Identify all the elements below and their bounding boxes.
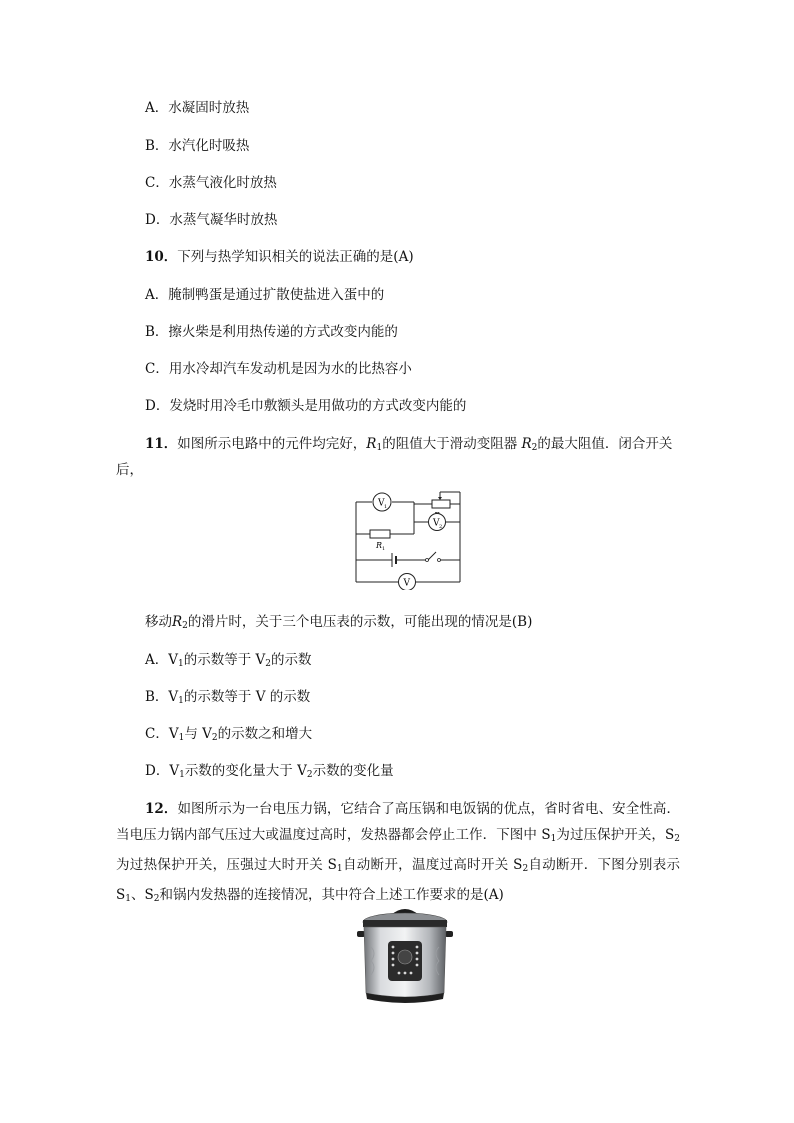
q12-s1c: 1 xyxy=(125,894,131,904)
v1-label-sub: 1 xyxy=(384,504,388,510)
q10-option-d: D．发烧时用冷毛巾敷额头是用做功的方式改变内能的 xyxy=(145,398,467,414)
r1-label-sub: 1 xyxy=(382,546,386,552)
q12-t6: 、S xyxy=(130,887,154,903)
cooker-lid-rim-icon xyxy=(363,920,447,927)
switch-contact-icon xyxy=(426,559,429,562)
q11-d-post: 示数的变化量 xyxy=(312,763,394,779)
q11-r1-sub: 1 xyxy=(376,443,383,453)
q12-s2c: 2 xyxy=(153,894,160,904)
q12-t5: 自动断开．下图分别表示 S xyxy=(116,857,681,903)
q11-d-mid: 示数的变化量大于 V xyxy=(184,763,307,779)
cooker-side-handle-icon xyxy=(357,931,365,937)
q11-follow-text xyxy=(145,612,532,636)
q9-option-a: A．水凝固时放热 xyxy=(145,100,250,116)
q11-follow-1: 移动 xyxy=(145,614,172,630)
q12-stem xyxy=(116,796,680,912)
q11-text-2: 的阻值大于滑动变阻器 xyxy=(382,436,518,452)
r2-rheostat-icon xyxy=(432,500,450,508)
q11-b-post: 的示数等于 V 的示数 xyxy=(183,689,311,705)
cooker-side-handle-icon xyxy=(445,931,453,937)
q10-option-a: A．腌制鸭蛋是通过扩散使盐进入蛋中的 xyxy=(145,287,385,303)
q10-text: 下列与热学知识相关的说法正确的是(A) xyxy=(177,249,414,265)
q10-option-b: B．擦火柴是利用热传递的方式改变内能的 xyxy=(145,324,398,340)
q11-c-mid: 与 V xyxy=(184,726,212,742)
q11-c-pre: C．V xyxy=(145,726,179,742)
q11-a-post: 的示数 xyxy=(271,652,312,668)
q11-a-sub1: 1 xyxy=(178,659,184,669)
q9-option-b: B．水汽化时吸热 xyxy=(145,138,250,154)
q12-t3: 为过热保护开关，压强过大时开关 S xyxy=(116,857,337,873)
v2-label: V xyxy=(433,518,440,529)
q11-text-3: 的最大阻值．闭合开关 xyxy=(537,436,673,452)
q11-stem xyxy=(145,434,672,458)
q11-b-pre: B．V xyxy=(145,689,179,705)
q12-t1: 如图所示为一台电压力锅，它结合了高压锅和电饭锅的优点，省时省电、安全性高．当电压力锅内部气压过大或温度过高时，发热器都会停止工作．下图中 S xyxy=(116,801,681,843)
q11-option-c xyxy=(145,724,312,748)
q11-c-post: 的示数之和增大 xyxy=(217,726,313,742)
q11-stem-line2: 后， xyxy=(116,462,143,478)
q11-c-sub1: 1 xyxy=(178,733,185,743)
q11-c-sub2: 2 xyxy=(211,733,218,743)
q10-number: 10． xyxy=(145,249,178,265)
v1-label: V xyxy=(378,498,385,509)
q11-option-a xyxy=(145,650,312,674)
q11-r1: R xyxy=(366,436,377,452)
q10-option-c: C．用水冷却汽车发动机是因为水的比热容小 xyxy=(145,361,412,377)
q11-option-b xyxy=(145,687,310,711)
q11-d-pre: D．V xyxy=(145,763,180,779)
q11-a-pre: A．V xyxy=(145,652,178,668)
q11-option-d xyxy=(145,761,394,785)
q11-b-sub1: 1 xyxy=(178,696,184,706)
v-label: V xyxy=(403,578,410,589)
q12-t4: 自动断开，温度过高时开关 S xyxy=(342,857,523,873)
r1-resistor-icon xyxy=(370,530,390,538)
q11-a-sub2: 2 xyxy=(265,659,272,669)
cooker-display-icon xyxy=(398,950,412,964)
q11-r2-sub: 2 xyxy=(531,443,538,453)
q9-option-d: D．水蒸气凝华时放热 xyxy=(145,212,278,228)
q11-d-sub2: 2 xyxy=(306,770,313,780)
q12-s1a: 1 xyxy=(550,834,557,844)
pressure-cooker-image xyxy=(355,905,455,1007)
q12-number: 12． xyxy=(145,801,178,817)
q10-stem xyxy=(145,247,414,267)
q9-option-c: C．水蒸气液化时放热 xyxy=(145,175,277,191)
q12-s2b: 2 xyxy=(522,864,529,874)
switch-contact-icon xyxy=(438,559,441,562)
circuit-diagram xyxy=(348,488,466,590)
q11-follow-r: R xyxy=(172,614,183,630)
q11-text-1: 如图所示电路中的元件均完好， xyxy=(177,436,367,452)
q11-number: 11． xyxy=(145,436,178,452)
v2-label-sub: 2 xyxy=(439,524,443,530)
q11-a-mid: 的示数等于 V xyxy=(183,652,266,668)
r1-label: R xyxy=(376,541,383,550)
q11-r2: R xyxy=(521,436,532,452)
q12-t2: 为过压保护开关，S xyxy=(556,827,675,843)
q11-d-sub1: 1 xyxy=(179,770,185,780)
q12-t7: 和锅内发热器的连接情况，其中符合上述工作要求的是(A) xyxy=(159,887,504,903)
q11-follow-2: 的滑片时，关于三个电压表的示数，可能出现的情况是(B) xyxy=(187,614,533,630)
q12-s2a: 2 xyxy=(674,834,680,844)
q12-s1b: 1 xyxy=(336,864,343,874)
q11-follow-r-sub: 2 xyxy=(182,621,188,631)
